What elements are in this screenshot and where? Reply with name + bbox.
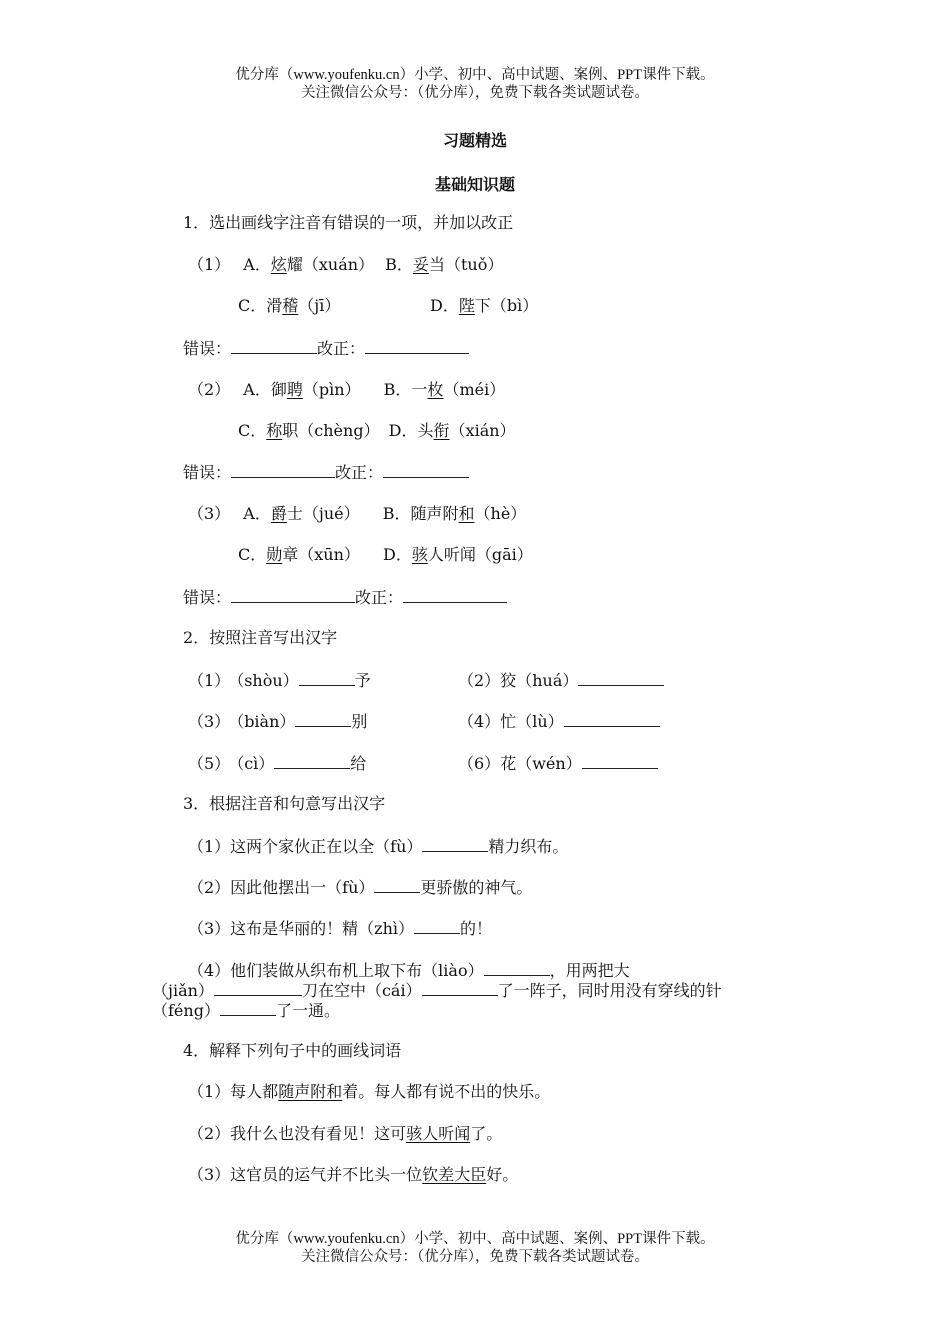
q1-g2-d-label: D． <box>388 421 418 440</box>
correct-label: 改正： <box>317 339 366 358</box>
q2-blank[interactable] <box>582 753 658 769</box>
q4-sentence-2 <box>188 1124 502 1144</box>
q1-g3-d-label: D． <box>383 545 412 564</box>
q1-group2-row1 <box>188 380 505 400</box>
q2-item-pinyin: （huá） <box>516 671 579 690</box>
q1-g2-c-pinyin: （chèng） <box>298 421 380 440</box>
q1-g3-answer <box>183 587 507 608</box>
q3-sentence-4-line1 <box>188 960 630 981</box>
q3-sentence-4-line3 <box>152 1000 340 1021</box>
q1-g3-a-underlined: 爵 <box>270 504 287 523</box>
q2-item-pinyin: （cì） <box>236 754 275 773</box>
q2-stem: 2．按照注音写出汉字 <box>183 628 338 647</box>
q1-g3-a-rest: 士 <box>286 504 303 523</box>
q1-g1-b-pinyin: （tuǒ） <box>444 255 504 274</box>
q2-item-char: 狡 <box>500 671 517 690</box>
q1-g1-d-underlined: 陛 <box>458 296 475 315</box>
q2-blank[interactable] <box>299 670 355 686</box>
q2-item-num: （5） <box>188 754 231 773</box>
q3-s4-text-b: ，用两把大 <box>549 961 630 980</box>
q1-g1-a-rest: 耀 <box>286 255 303 274</box>
q1-g2-a-underlined: 聘 <box>286 380 303 399</box>
q1-g2-c-rest: 职 <box>282 421 299 440</box>
q1-g3-d-underlined: 骇 <box>411 545 428 564</box>
q4-sentence-1 <box>188 1082 550 1102</box>
q3-s4-text-c: （jiǎn） <box>152 981 214 1000</box>
q2-item-pinyin: （lù） <box>516 712 564 731</box>
q3-blank[interactable] <box>422 980 498 996</box>
q1-g1-d-pinyin: （bì） <box>490 296 539 315</box>
q1-g2-b-label: B． <box>383 380 412 399</box>
q1-group1-row2 <box>238 296 340 316</box>
q2-item-num: （4） <box>458 712 501 731</box>
error-blank[interactable] <box>231 462 335 478</box>
q2-blank[interactable] <box>564 711 660 727</box>
q1-g1-c-underlined: 稽 <box>282 296 299 315</box>
q1-g2-b-underlined: 枚 <box>427 380 444 399</box>
section-title: 基础知识题 <box>434 175 515 194</box>
q2-item-num: （6） <box>458 754 501 773</box>
q4-s1-text-b: 着。每人都有说不出的快乐。 <box>342 1082 551 1101</box>
q2-item-num: （2） <box>458 671 501 690</box>
q3-s4-text-a: （4）他们装做从织布机上取下布（liào） <box>188 961 484 980</box>
q1-g3-c-rest: 章 <box>282 545 299 564</box>
q3-s2-text-b: 更骄傲的神气。 <box>420 878 533 897</box>
q3-blank[interactable] <box>374 877 420 893</box>
q1-g1-b-underlined: 妥 <box>412 255 429 274</box>
q4-s1-underlined: 随声附和 <box>278 1082 343 1101</box>
q1-g1-d-rest: 下 <box>474 296 491 315</box>
q3-sentence-3 <box>188 918 492 939</box>
q1-group1-row1 <box>188 255 503 275</box>
q3-blank[interactable] <box>422 836 488 852</box>
q3-blank[interactable] <box>214 980 302 996</box>
q2-item-num: （1） <box>188 671 231 690</box>
q1-g2-a-pinyin: （pìn） <box>302 380 361 399</box>
footer-line-2: 关注微信公众号：（优分库），免费下载各类试题试卷。 <box>301 1249 649 1265</box>
error-label: 错误： <box>183 588 232 607</box>
q1-g1-answer <box>183 338 469 359</box>
q2-item-char: 花 <box>500 754 517 773</box>
q3-s4-text-e: 了一阵子，同时用没有穿线的针 <box>497 981 722 1000</box>
q3-s1-text-b: 精力织布。 <box>488 837 569 856</box>
q1-g3-d-rest: 人听闻 <box>427 545 476 564</box>
q1-g1-a-label: A． <box>243 255 271 274</box>
correct-label: 改正： <box>355 588 404 607</box>
q3-blank[interactable] <box>220 1000 276 1016</box>
q2-item-1 <box>188 670 371 691</box>
q1-g1-a-underlined: 炫 <box>270 255 287 274</box>
correct-blank[interactable] <box>403 587 507 603</box>
q3-s1-text-a: （1）这两个家伙正在以全（fù） <box>188 837 423 856</box>
q2-item-3 <box>188 711 367 732</box>
error-label: 错误： <box>183 463 232 482</box>
q3-s3-text-a: （3）这布是华丽的！精（zhì） <box>188 919 415 938</box>
q3-s2-text-a: （2）因此他摆出一（fù） <box>188 878 375 897</box>
q4-s3-text-a: （3）这官员的运气并不比头一位 <box>188 1165 423 1184</box>
q1-g2-a-pre: 御 <box>270 380 287 399</box>
q4-stem: 4．解释下列句子中的画线词语 <box>183 1041 402 1060</box>
q4-s1-text-a: （1）每人都 <box>188 1082 279 1101</box>
q1-g1-b-rest: 当 <box>428 255 445 274</box>
q1-g3-b-pre: 随声附 <box>410 504 459 523</box>
q1-g1-c-label: C． <box>238 296 267 315</box>
q1-g2-d-underlined: 衔 <box>433 421 450 440</box>
q1-group3-row2 <box>238 545 533 565</box>
correct-blank[interactable] <box>383 462 469 478</box>
q4-sentence-3 <box>188 1165 518 1185</box>
q2-item-num: （3） <box>188 712 231 731</box>
q1-g1-b-label: B． <box>385 255 413 274</box>
q1-g1-d-label: D． <box>430 296 459 315</box>
correct-label: 改正： <box>335 463 384 482</box>
q3-sentence-2 <box>188 877 532 898</box>
error-blank[interactable] <box>231 587 355 603</box>
q3-blank[interactable] <box>484 960 550 976</box>
q2-blank[interactable] <box>578 670 664 686</box>
header-line-2: 关注微信公众号：（优分库），免费下载各类试题试卷。 <box>301 85 649 101</box>
q2-item-pinyin: （wén） <box>516 754 582 773</box>
q1-stem: 1．选出画线字注音有错误的一项，并加以改正 <box>183 213 514 232</box>
q3-s4-text-d: 刀在空中（cái） <box>301 981 422 1000</box>
q1-g1-c-pinyin: （jī） <box>298 296 341 315</box>
q1-g1-num: （1） <box>188 255 231 274</box>
q1-g2-c-label: C． <box>238 421 267 440</box>
q1-g3-a-pinyin: （jué） <box>302 504 360 523</box>
q2-item-char: 给 <box>350 754 367 773</box>
q4-s2-underlined: 骇人听闻 <box>406 1124 471 1143</box>
q1-g2-d-pinyin: （xián） <box>449 421 516 440</box>
q1-g3-a-label: A． <box>243 504 271 523</box>
q1-g3-b-pinyin: （hè） <box>474 504 527 523</box>
q1-group3-row1 <box>188 504 526 524</box>
q1-g1-c-pre: 滑 <box>266 296 283 315</box>
q4-s2-text-a: （2）我什么也没有看见！这可 <box>188 1124 407 1143</box>
q1-g2-b-pinyin: （méi） <box>443 380 506 399</box>
q1-g2-c-underlined: 称 <box>266 421 283 440</box>
q2-item-pinyin: （shòu） <box>236 671 299 690</box>
q1-g3-c-label: C． <box>238 545 267 564</box>
q3-sentence-1 <box>188 836 568 857</box>
q1-g2-answer <box>183 462 469 483</box>
q1-group2-row2 <box>238 421 516 441</box>
q1-g2-b-pre: 一 <box>411 380 428 399</box>
q1-g3-c-underlined: 勋 <box>266 545 283 564</box>
q2-item-2 <box>458 670 664 691</box>
q3-s3-text-b: 的！ <box>460 919 493 938</box>
q1-g3-c-pinyin: （xūn） <box>298 545 360 564</box>
q2-blank[interactable] <box>295 711 351 727</box>
q1-g3-d-pinyin: （gāi） <box>475 545 533 564</box>
q4-s2-text-b: 了。 <box>470 1124 503 1143</box>
q1-g3-b-underlined: 和 <box>458 504 475 523</box>
q4-s3-text-b: 好。 <box>486 1165 519 1184</box>
q1-g2-a-label: A． <box>243 380 271 399</box>
q2-item-char: 忙 <box>500 712 517 731</box>
q1-g3-b-label: B． <box>382 504 411 523</box>
footer-line-1: 优分库（www.youfenku.cn）小学、初中、高中试题、案例、PPT课件下载。 <box>235 1231 715 1247</box>
q3-blank[interactable] <box>414 918 460 934</box>
q2-blank[interactable] <box>274 753 350 769</box>
q2-item-5 <box>188 753 366 774</box>
error-blank[interactable] <box>231 338 317 354</box>
error-label: 错误： <box>183 339 232 358</box>
header-line-1: 优分库（www.youfenku.cn）小学、初中、高中试题、案例、PPT课件下载。 <box>235 67 715 83</box>
q3-sentence-4-line2 <box>152 980 722 1001</box>
q1-g1-a-pinyin: （xuán） <box>302 255 375 274</box>
q4-s3-underlined: 钦差大臣 <box>422 1165 487 1184</box>
q2-item-char: 予 <box>354 671 371 690</box>
q3-s4-text-g: 了一通。 <box>275 1001 340 1020</box>
page-footer <box>0 1230 950 1266</box>
correct-blank[interactable] <box>365 338 469 354</box>
q1-group1-row2-d <box>430 296 538 316</box>
q2-item-char: 别 <box>351 712 368 731</box>
q1-g3-num: （3） <box>188 504 231 523</box>
q2-item-pinyin: （biàn） <box>236 712 296 731</box>
q1-g2-num: （2） <box>188 380 231 399</box>
q1-g2-d-pre: 头 <box>417 421 434 440</box>
page-title: 习题精选 <box>442 131 507 150</box>
q2-item-6 <box>458 753 658 774</box>
q2-item-4 <box>458 711 660 732</box>
page-header <box>0 66 950 102</box>
q3-s4-text-f: （féng） <box>152 1001 220 1020</box>
q3-stem: 3．根据注音和句意写出汉字 <box>183 794 386 813</box>
